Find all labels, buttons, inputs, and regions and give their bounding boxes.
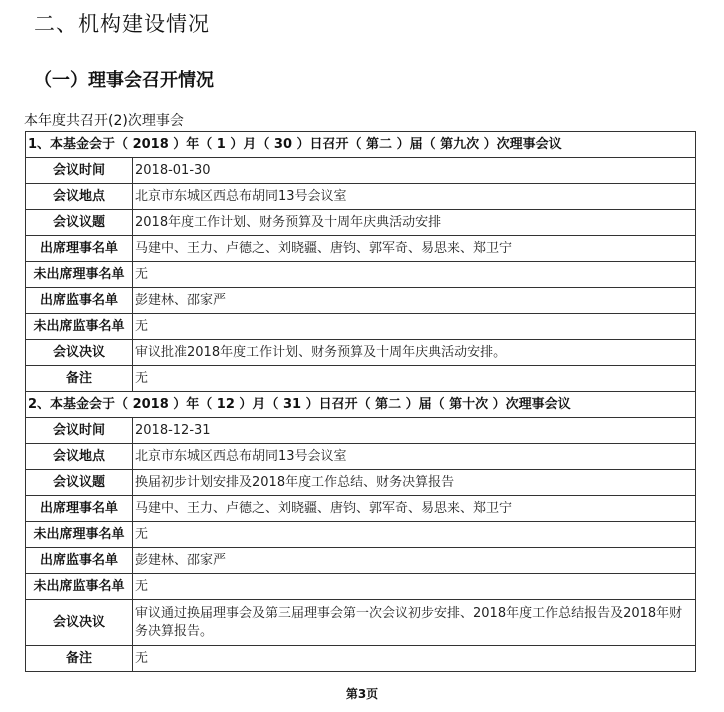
row-value: 马建中、王力、卢德之、刘晓疆、唐钧、郭军奇、易思来、郑卫宁 xyxy=(133,236,696,262)
row-label: 会议时间 xyxy=(26,418,133,444)
meeting-header: 2、本基金会于（ 2018 ）年（ 12 ）月（ 31 ）日召开（ 第二 ）届（ 第十次 ）次理事会议 xyxy=(26,392,696,418)
row-value: 无 xyxy=(133,366,696,392)
table-row xyxy=(26,574,696,600)
row-value: 北京市东城区西总布胡同13号会议室 xyxy=(133,184,696,210)
table-row xyxy=(26,496,696,522)
row-label: 出席理事名单 xyxy=(26,236,133,262)
row-label: 会议地点 xyxy=(26,184,133,210)
table-row xyxy=(26,366,696,392)
meetings-table xyxy=(25,131,696,672)
section-title: 二、机构建设情况 xyxy=(34,12,210,36)
table-row xyxy=(26,418,696,444)
row-value: 无 xyxy=(133,314,696,340)
row-value: 换届初步计划安排及2018年度工作总结、财务决算报告 xyxy=(133,470,696,496)
row-label: 出席监事名单 xyxy=(26,548,133,574)
row-label: 会议议题 xyxy=(26,470,133,496)
row-value: 审议通过换届理事会及第三届理事会第一次会议初步安排、2018年度工作总结报告及2018年财务决算报告。 xyxy=(133,600,696,646)
meeting-header: 1、本基金会于（ 2018 ）年（ 1 ）月（ 30 ）日召开（ 第二 ）届（ 第九次 ）次理事会议 xyxy=(26,132,696,158)
row-value: 北京市东城区西总布胡同13号会议室 xyxy=(133,444,696,470)
row-label: 会议地点 xyxy=(26,444,133,470)
table-row xyxy=(26,184,696,210)
meeting-header-row xyxy=(26,392,696,418)
row-label: 出席监事名单 xyxy=(26,288,133,314)
row-label: 未出席理事名单 xyxy=(26,262,133,288)
meeting-count-summary: 本年度共召开(2)次理事会 xyxy=(24,113,184,129)
table-row xyxy=(26,314,696,340)
row-label: 未出席理事名单 xyxy=(26,522,133,548)
row-value: 2018-01-30 xyxy=(133,158,696,184)
row-value: 2018年度工作计划、财务预算及十周年庆典活动安排 xyxy=(133,210,696,236)
row-value: 无 xyxy=(133,574,696,600)
row-value: 无 xyxy=(133,522,696,548)
row-value: 无 xyxy=(133,262,696,288)
page-number: 第3页 xyxy=(345,687,379,701)
row-value: 彭建林、邵家严 xyxy=(133,288,696,314)
row-label: 备注 xyxy=(26,366,133,392)
row-value: 2018-12-31 xyxy=(133,418,696,444)
table-row xyxy=(26,600,696,646)
row-label: 备注 xyxy=(26,646,133,672)
table-row xyxy=(26,262,696,288)
meeting-header-row xyxy=(26,132,696,158)
table-row xyxy=(26,340,696,366)
row-label: 未出席监事名单 xyxy=(26,314,133,340)
table-row xyxy=(26,548,696,574)
table-row xyxy=(26,522,696,548)
table-row xyxy=(26,288,696,314)
row-value: 审议批准2018年度工作计划、财务预算及十周年庆典活动安排。 xyxy=(133,340,696,366)
table-row xyxy=(26,470,696,496)
subsection-title: （一）理事会召开情况 xyxy=(34,70,214,91)
table-row xyxy=(26,444,696,470)
row-value: 马建中、王力、卢德之、刘晓疆、唐钧、郭军奇、易思来、郑卫宁 xyxy=(133,496,696,522)
row-label: 会议决议 xyxy=(26,600,133,646)
row-value: 无 xyxy=(133,646,696,672)
table-row xyxy=(26,646,696,672)
row-value: 彭建林、邵家严 xyxy=(133,548,696,574)
row-label: 会议时间 xyxy=(26,158,133,184)
row-label: 会议决议 xyxy=(26,340,133,366)
table-row xyxy=(26,236,696,262)
table-row xyxy=(26,158,696,184)
table-row xyxy=(26,210,696,236)
row-label: 未出席监事名单 xyxy=(26,574,133,600)
row-label: 会议议题 xyxy=(26,210,133,236)
row-label: 出席理事名单 xyxy=(26,496,133,522)
